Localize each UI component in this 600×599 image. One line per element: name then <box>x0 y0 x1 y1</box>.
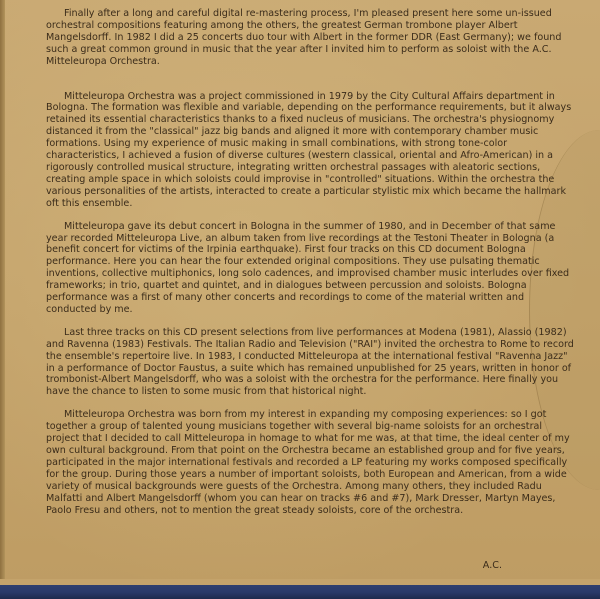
page-edge <box>0 0 5 599</box>
bottom-color-band <box>0 579 600 599</box>
signature: A.C. <box>482 560 502 571</box>
paragraph-live-tracks: Last three tracks on this CD present selections from live performances at Modena (1981), Alassio (1982) and Ravenna (1983) Festivals. The Italian Radio and Television ("RAI") invited the orchestra to Rome to record the ensemble's repertoire live. In 1983, I conducted Mitteleuropa at the international festival "Ravenna Jazz" in a performance of Doctor Faustus, a suite which has remained unpublished for 25 years, written in honor of trombonist-Albert Mangelsdorff, who was a soloist with the orchestra for the performance. Here finally you have the chance to listen to some music from that historical night. <box>46 326 574 398</box>
paragraph-debut-concert: Mitteleuropa gave its debut concert in Bologna in the summer of 1980, and in December of that same year recorded Mitteleuropa Live, an album taken from live recordings at the Testoni Theater in Bologna (a benefit concert for victims of the Irpinia earthquake). First four tracks on this CD document Bologna performance. Here you can hear the four extended original compositions. They use pulsating thematic inventions, collective multiphonics, long solo cadences, and improvised chamber music interludes over fixed frameworks; in trio, quartet and quintet, and in dialogues between percussion and soloists. Bologna performance was a first of many other concerts and recordings to come of the material written and conducted by me. <box>46 220 570 315</box>
liner-notes <box>46 8 576 527</box>
paragraph-origins: Mitteleuropa Orchestra was born from my interest in expanding my composing experiences: so I got together a group of talented young musicians together with several big-name soloists for an orchestral project that I decided to call Mitteleuropa in homage to what for me was, at that time, the ideal center of my own cultural background. From that point on the Orchestra became an established group and for five years, participated in the major international festivals and recorded a LP featuring my works composed specifically for the group. During those years a number of important soloists, both European and American, from a wide variety of musical backgrounds were guests of the Orchestra. Among many others, they included Radu Malfatti and Albert Mangelsdorff (whom you can hear on tracks #6 and #7), Mark Dresser, Martyn Mayes, Paolo Fresu and others, not to mention the great steady soloists, core of the orchestra. <box>46 409 570 516</box>
paragraph-orchestra-history: Mitteleuropa Orchestra was a project commissioned in 1979 by the City Cultural Affairs department in Bologna. The formation was flexible and variable, depending on the performance requirements, but it always retained its essential characteristics thanks to a fixed nucleus of musicians. The orchestra's physiognomy distanced it from the "classical" jazz big bands and aligned it more with contemporary chamber music formations. Using my experience of music making in small combinations, with strong tone-color characteristics, I achieved a fusion of diverse cultures (western classical, oriental and Afro-American) in a rigorously controlled musical structure, integrating written orchestral passages with aleatoric sections, creating ample space in which soloists could improvise in "controlled" situations. Within the orchestra the various personalities of the artists, interacted to create a particular stylistic mix which became the hallmark oft this ensemble. <box>46 90 572 209</box>
paragraph-intro: Finally after a long and careful digital re-mastering process, I'm pleased present here some un-issued orchestral compositions featuring among the others, the greatest German trombone player Albert Mangelsdorff. In 1982 I did a 25 concerts duo tour with Albert in the former DDR (East Germany); we found such a great common ground in music that the year after I invited him to perform as soloist with the A.C. Mitteleuropa Orchestra. <box>46 8 562 67</box>
